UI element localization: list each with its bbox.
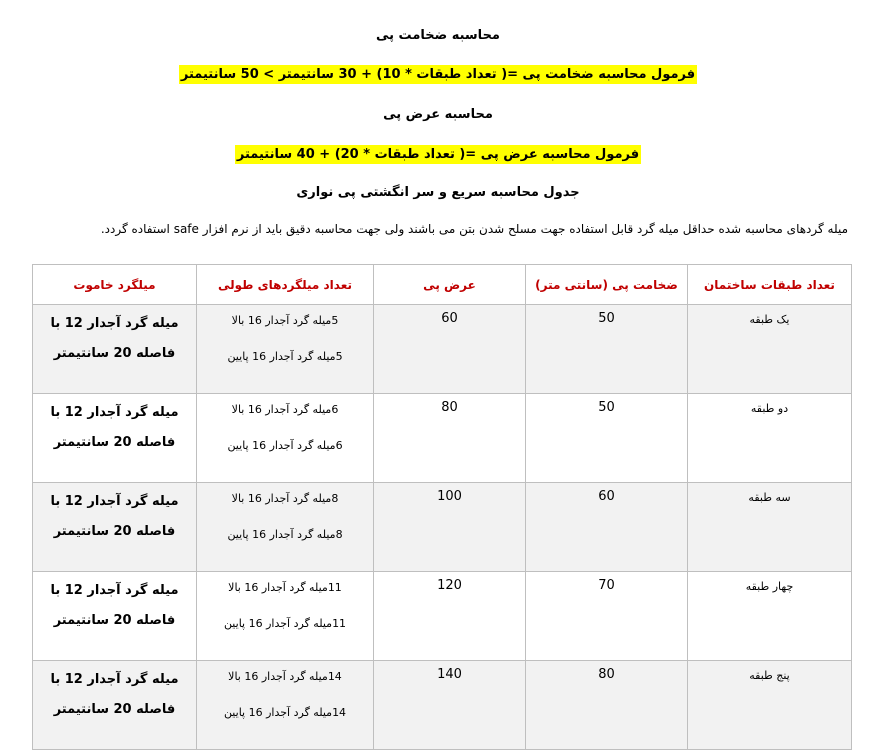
hook-line-1: میله گرد آجدار 12 با	[50, 405, 179, 420]
bars-bottom: 5میله گرد آجدار 16 پایین	[227, 350, 343, 363]
table-row	[33, 572, 852, 661]
thickness-cell: 60	[526, 483, 688, 572]
bars-bottom: 14میله گرد آجدار 16 پایین	[223, 706, 347, 719]
hook-line-1: میله گرد آجدار 12 با	[50, 494, 179, 509]
table-title	[0, 184, 876, 202]
width-formula	[0, 146, 876, 164]
hook-line-2: فاصله 20 سانتیمتر	[53, 435, 176, 450]
bars-top: 6میله گرد آجدار 16 بالا	[231, 403, 339, 416]
hook-line-2: فاصله 20 سانتیمتر	[53, 524, 176, 539]
bars-bottom: 6میله گرد آجدار 16 پایین	[227, 439, 343, 452]
table-title-text: جدول محاسبه سریع و سر انگشتی پی نواری	[296, 185, 580, 200]
width-cell: 120	[374, 572, 526, 661]
floors-cell: یک طبقه	[688, 305, 852, 394]
bars-top: 14میله گرد آجدار 16 بالا	[228, 670, 342, 683]
hook-bars-cell	[33, 394, 197, 483]
thickness-formula	[0, 66, 876, 84]
thickness-title	[0, 27, 876, 45]
header-long-bars: تعداد میلگردهای طولی	[197, 265, 374, 305]
floors-cell: سه طبقه	[688, 483, 852, 572]
header-hook-bars: میلگرد خاموت	[33, 265, 197, 305]
safe-software-note: میله گردهای محاسبه شده حداقل میله گرد قابل استفاده جهت مسلح شدن بتن می باشند ولی جهت محاسبه دقیق باید از نرم افزار safe استفاده گردد.	[100, 222, 848, 236]
hook-bars-cell	[33, 572, 197, 661]
long-bars-cell	[197, 483, 374, 572]
floors-cell: پنج طبقه	[688, 661, 852, 750]
width-title	[0, 106, 876, 124]
table-row	[33, 305, 852, 394]
long-bars-cell	[197, 661, 374, 750]
bars-bottom: 11میله گرد آجدار 16 پایین	[223, 617, 347, 630]
long-bars-cell	[197, 305, 374, 394]
width-formula-text: فرمول محاسبه عرض پی =( تعداد طبقات * 20) + 40 سانتیمتر	[236, 147, 640, 162]
hook-line-1: میله گرد آجدار 12 با	[50, 672, 179, 687]
width-cell: 80	[374, 394, 526, 483]
hook-line-2: فاصله 20 سانتیمتر	[53, 702, 176, 717]
width-title-text: محاسبه عرض پی	[383, 107, 493, 122]
table-row	[33, 394, 852, 483]
table-row	[33, 661, 852, 750]
thickness-cell: 70	[526, 572, 688, 661]
width-cell: 140	[374, 661, 526, 750]
thickness-title-text: محاسبه ضخامت پی	[376, 28, 500, 43]
thickness-cell: 50	[526, 394, 688, 483]
bars-top: 5میله گرد آجدار 16 بالا	[231, 314, 339, 327]
hook-line-1: میله گرد آجدار 12 با	[50, 583, 179, 598]
hook-bars-cell	[33, 661, 197, 750]
hook-bars-cell	[33, 305, 197, 394]
floors-cell: چهار طبقه	[688, 572, 852, 661]
header-floors: تعداد طبقات ساختمان	[688, 265, 852, 305]
long-bars-cell	[197, 394, 374, 483]
thickness-cell: 50	[526, 305, 688, 394]
header-thickness: ضخامت پی (سانتی متر)	[526, 265, 688, 305]
width-cell: 60	[374, 305, 526, 394]
table-row	[33, 483, 852, 572]
table-header-row	[33, 265, 852, 305]
bars-top: 8میله گرد آجدار 16 بالا	[231, 492, 339, 505]
thickness-cell: 80	[526, 661, 688, 750]
bars-bottom: 8میله گرد آجدار 16 پایین	[227, 528, 343, 541]
hook-line-2: فاصله 20 سانتیمتر	[53, 613, 176, 628]
hook-line-2: فاصله 20 سانتیمتر	[53, 346, 176, 361]
hook-line-1: میله گرد آجدار 12 با	[50, 316, 179, 331]
long-bars-cell	[197, 572, 374, 661]
width-cell: 100	[374, 483, 526, 572]
header-width: عرض پی	[374, 265, 526, 305]
bars-top: 11میله گرد آجدار 16 بالا	[228, 581, 342, 594]
thickness-formula-text: فرمول محاسبه ضخامت پی =( تعداد طبقات * 10) + 30 سانتیمتر > 50 سانتیمتر	[180, 67, 696, 82]
strip-foundation-table	[32, 264, 852, 750]
floors-cell: دو طبقه	[688, 394, 852, 483]
hook-bars-cell	[33, 483, 197, 572]
